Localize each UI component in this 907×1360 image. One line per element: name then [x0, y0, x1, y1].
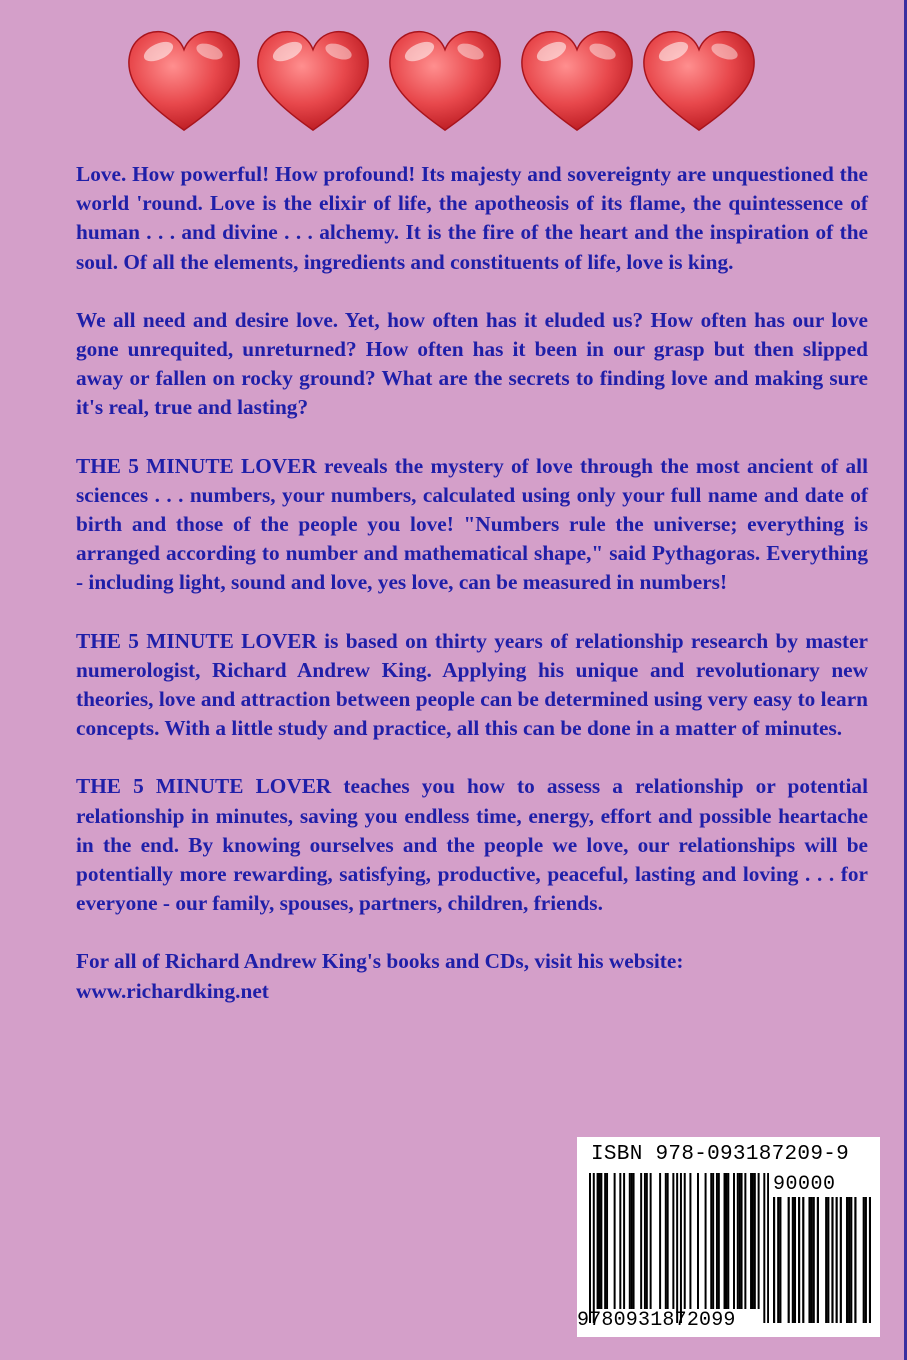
- barcode-bar: [646, 1173, 648, 1309]
- heart-icon: [125, 28, 243, 136]
- barcode-bar: [665, 1173, 667, 1309]
- barcode-bar: [604, 1173, 606, 1309]
- website-line: For all of Richard Andrew King's books and CDs, visit his website:: [76, 949, 684, 974]
- barcode-bar: [600, 1173, 602, 1309]
- barcode-bar: [705, 1173, 707, 1309]
- barcode-bar: [606, 1173, 608, 1309]
- paragraph-intro: Love. How powerful! How profound! Its majesty and sovereignty are unquestioned the world 'round. Love is the elixir of life, the apotheosis of its flame, the quintessence of human . . . and divine . . . alchemy. It is the fire of the heart and the inspiration of the soul. Of all the elements, ingredients and constituents of life, love is king.: [76, 162, 868, 274]
- website-note: [76, 947, 868, 1005]
- barcode-bar: [716, 1173, 718, 1309]
- barcode-bar: [741, 1173, 743, 1309]
- barcode-bar: [650, 1173, 652, 1309]
- addon-bar: [846, 1197, 848, 1323]
- isbn-label: ISBN 978-093187209-9: [591, 1143, 850, 1166]
- paragraph-mystery: THE 5 MINUTE LOVER reveals the mystery of love through the most ancient of all sciences . . . numbers, your numbers, calculated using only your full name and date of birth and those of the people you love! "Numbers rule the universe; everything is arranged according to number and mathematical shape," said Pythagoras. Everything - including light, sound and love, yes love, can be measured in numbers!: [76, 453, 868, 595]
- addon-bar: [779, 1197, 781, 1323]
- barcode-bar: [754, 1173, 756, 1309]
- barcode-bar: [672, 1173, 674, 1309]
- barcode-bar: [739, 1173, 741, 1309]
- barcode-bar: [659, 1173, 661, 1309]
- barcode-bar: [767, 1173, 769, 1323]
- addon-bar: [798, 1197, 800, 1323]
- barcode-bar: [727, 1173, 729, 1309]
- barcode-bar: [640, 1173, 642, 1309]
- addon-bar: [788, 1197, 790, 1323]
- addon-bar: [836, 1197, 838, 1323]
- barcode-number: 9780931872099: [577, 1309, 736, 1332]
- addon-bar: [848, 1197, 850, 1323]
- addon-bar: [840, 1197, 842, 1323]
- barcode-bar: [633, 1173, 635, 1309]
- addon-bar: [831, 1197, 833, 1323]
- heart-icon: [640, 28, 758, 136]
- barcode-bar: [629, 1173, 631, 1309]
- barcode-bar: [623, 1173, 625, 1309]
- addon-bar: [869, 1197, 871, 1323]
- ean-barcode: [589, 1173, 769, 1323]
- barcode-bar: [676, 1173, 678, 1323]
- website-url: www.richardking.net: [76, 978, 269, 1003]
- hearts-row: [0, 0, 907, 160]
- addon-bar: [813, 1197, 815, 1323]
- addon-bar: [863, 1197, 865, 1323]
- barcode-bar: [684, 1173, 686, 1309]
- addon-bar: [777, 1197, 779, 1323]
- barcode-bar: [758, 1173, 760, 1309]
- addon-bar: [827, 1197, 829, 1323]
- barcode-bar: [718, 1173, 720, 1309]
- barcode-bar: [710, 1173, 712, 1309]
- barcode-bar: [598, 1173, 600, 1309]
- addon-bar: [808, 1197, 810, 1323]
- barcode-bar: [614, 1173, 616, 1309]
- barcode-bar: [667, 1173, 669, 1309]
- addon-bar: [854, 1197, 856, 1323]
- barcode-bar: [589, 1173, 591, 1323]
- barcode-bar: [680, 1173, 682, 1323]
- barcode-bar: [619, 1173, 621, 1309]
- barcode-bar: [733, 1173, 735, 1309]
- barcode-bar: [737, 1173, 739, 1309]
- paragraph-research: THE 5 MINUTE LOVER is based on thirty years of relationship research by master numerologist, Richard Andrew King. Applying his unique and revolutionary new theories, love and attraction between people can be determined using very easy to learn concepts. With a little study and practice, all this can be done in a matter of minutes.: [76, 628, 868, 741]
- barcode-bar: [744, 1173, 746, 1309]
- barcode-bar: [697, 1173, 699, 1309]
- addon-bar: [794, 1197, 796, 1323]
- barcode-bar: [724, 1173, 726, 1309]
- addon-bar: [811, 1197, 813, 1323]
- heart-icon: [254, 28, 372, 136]
- addon-bar: [850, 1197, 852, 1323]
- addon-bar: [802, 1197, 804, 1323]
- barcode-bar: [593, 1173, 595, 1323]
- addon-bar: [792, 1197, 794, 1323]
- barcode-bar: [644, 1173, 646, 1309]
- addon-bar: [773, 1197, 775, 1323]
- barcode-bar: [689, 1173, 691, 1309]
- barcode-bar: [725, 1173, 727, 1309]
- barcode-bar: [712, 1173, 714, 1309]
- barcode-bar: [752, 1173, 754, 1309]
- paragraph-desire: We all need and desire love. Yet, how often has it eluded us? How often has our love gone unrequited, unreturned? How often has it been in our grasp but then slipped away or fallen on rocky ground? What are the secrets to finding love and making sure it's real, true and lasting?: [76, 307, 868, 420]
- barcode-box: [577, 1137, 880, 1337]
- addon-bar: [865, 1197, 867, 1323]
- barcode-bar: [763, 1173, 765, 1323]
- price-addon-barcode: [773, 1197, 871, 1323]
- back-cover-text: [76, 160, 868, 1006]
- addon-bar: [817, 1197, 819, 1323]
- price-code: 90000: [773, 1173, 836, 1196]
- barcode-bar: [597, 1173, 599, 1309]
- paragraph-teaches: THE 5 MINUTE LOVER teaches you how to assess a relationship or potential relationship in minutes, saving you endless time, energy, effort and possible heartache in the end. By knowing ourselves and the people we love, our relationships will be potentially more rewarding, satisfying, productive, peaceful, lasting and loving . . . for everyone - our family, spouses, partners, children, friends.: [76, 774, 868, 916]
- addon-bar: [825, 1197, 827, 1323]
- barcode-bar: [631, 1173, 633, 1309]
- barcode-bar: [750, 1173, 752, 1309]
- heart-icon: [386, 28, 504, 136]
- heart-icon: [518, 28, 636, 136]
